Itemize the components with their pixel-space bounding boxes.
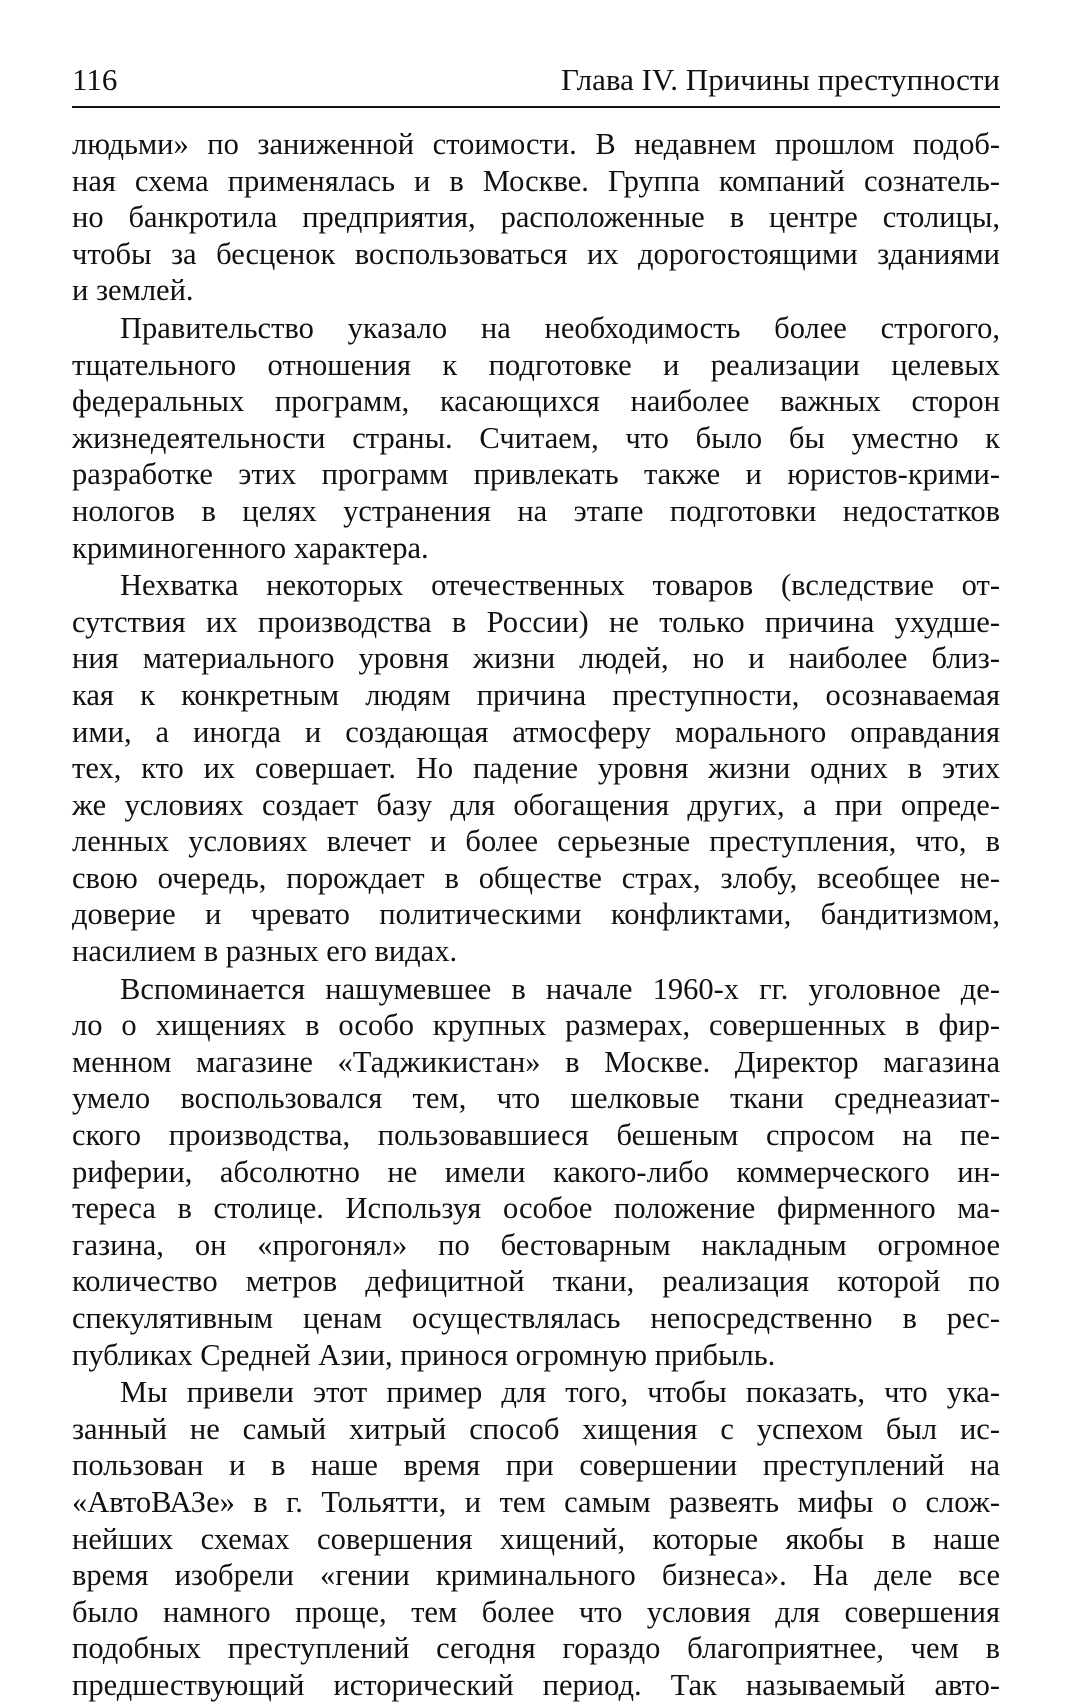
text-line: ная схема применялась и в Москве. Группа компаний сознатель- xyxy=(72,163,1000,198)
text-line: Правительство указало на необходимость более строгого, xyxy=(120,310,1000,345)
text-line: ского производства, пользовавшиеся бешеным спросом на пе- xyxy=(72,1118,1000,1153)
text-line: жизнедеятельности страны. Считаем, что было бы уместно к xyxy=(72,420,1000,455)
text-line: занный не самый хитрый способ хищения с успехом был ис- xyxy=(72,1411,1000,1446)
text-line: кая к конкретным людям причина преступности, осознаваемая xyxy=(72,677,1000,712)
text-line: нологов в целях устранения на этапе подготовки недостатков xyxy=(72,493,1000,528)
text-line: подобных преступлений сегодня гораздо благоприятнее, чем в xyxy=(72,1631,1000,1666)
text-line: пользован и в наше время при совершении преступлений на xyxy=(72,1448,1000,1483)
paragraph xyxy=(72,567,1000,970)
text-line: умело воспользовался тем, что шелковые ткани среднеазиат- xyxy=(72,1081,1000,1116)
text-line: насилием в разных его видах. xyxy=(72,934,458,969)
book-page xyxy=(72,60,1000,1705)
text-line: доверие и чревато политическими конфликтами, бандитизмом, xyxy=(72,897,1000,932)
text-line: количество метров дефицитной ткани, реализация которой по xyxy=(72,1264,1000,1299)
text-line: было намного проще, тем более что условия для совершения xyxy=(72,1594,1000,1629)
chapter-title: Глава IV. Причины преступности xyxy=(561,62,1000,97)
paragraph xyxy=(72,1374,1000,1703)
text-line: и землей. xyxy=(72,273,194,308)
text-line: «АвтоВАЗе» в г. Тольятти, и тем самым развеять мифы о слож- xyxy=(72,1484,1000,1519)
page-number: 116 xyxy=(72,62,118,97)
text-line: ленных условиях влечет и более серьезные преступления, что, в xyxy=(72,824,1000,859)
text-line: ими, а иногда и создающая атмосферу морального оправдания xyxy=(72,714,1000,749)
text-line: Вспоминается нашумевшее в начале 1960-х гг. уголовное де- xyxy=(120,971,1000,1006)
text-line: же условиях создает базу для обогащения других, а при опреде- xyxy=(72,787,1000,822)
text-line: предшествующий исторический период. Так называемый авто- xyxy=(72,1667,1000,1702)
text-line: риферии, абсолютно не имели какого-либо коммерческого ин- xyxy=(72,1154,1000,1189)
paragraph xyxy=(72,126,1000,309)
text-line: но банкротила предприятия, расположенные в центре столицы, xyxy=(72,200,1000,235)
text-line: менном магазине «Таджикистан» в Москве. Директор магазина xyxy=(72,1044,1000,1079)
text-line: чтобы за бесценок воспользоваться их дорогостоящими зданиями xyxy=(72,236,1000,271)
text-line: федеральных программ, касающихся наиболее важных сторон xyxy=(72,384,1000,419)
text-line: людьми» по заниженной стоимости. В недавнем прошлом подоб- xyxy=(72,127,1000,161)
text-line: тщательного отношения к подготовке и реализации целевых xyxy=(72,347,1000,382)
paragraph xyxy=(72,310,1000,566)
text-line: сутствия их производства в России) не только причина ухудше- xyxy=(72,604,1000,639)
text-line: спекулятивным ценам осуществлялась непосредственно в рес- xyxy=(72,1301,1000,1335)
text-line: нейших схемах совершения хищений, которые якобы в наше xyxy=(72,1521,1000,1556)
text-line: публиках Средней Азии, принося огромную прибыль. xyxy=(72,1337,776,1372)
text-line: криминогенного характера. xyxy=(72,530,429,565)
text-line: тереса в столице. Используя особое положение фирменного ма- xyxy=(72,1191,1000,1226)
text-line: тех, кто их совершает. Но падение уровня жизни одних в этих xyxy=(72,751,1000,786)
text-line: разработке этих программ привлекать также и юристов-крими- xyxy=(72,457,1000,492)
text-line: Нехватка некоторых отечественных товаров (вследствие от- xyxy=(120,568,1000,603)
text-line: ния материального уровня жизни людей, но и наиболее близ- xyxy=(72,641,1000,676)
text-line: время изобрели «гении криминального бизнеса». На деле все xyxy=(72,1558,1000,1593)
text-line: свою очередь, порождает в обществе страх, злобу, всеобщее не- xyxy=(72,860,1000,895)
text-line: Мы привели этот пример для того, чтобы показать, что ука- xyxy=(120,1375,1000,1410)
body-text xyxy=(72,126,1000,1704)
text-line: ло о хищениях в особо крупных размерах, совершенных в фир- xyxy=(72,1008,1000,1043)
running-header xyxy=(72,60,1000,108)
text-line: газина, он «прогонял» по бестоварным накладным огромное xyxy=(72,1227,1000,1262)
paragraph xyxy=(72,971,1000,1374)
